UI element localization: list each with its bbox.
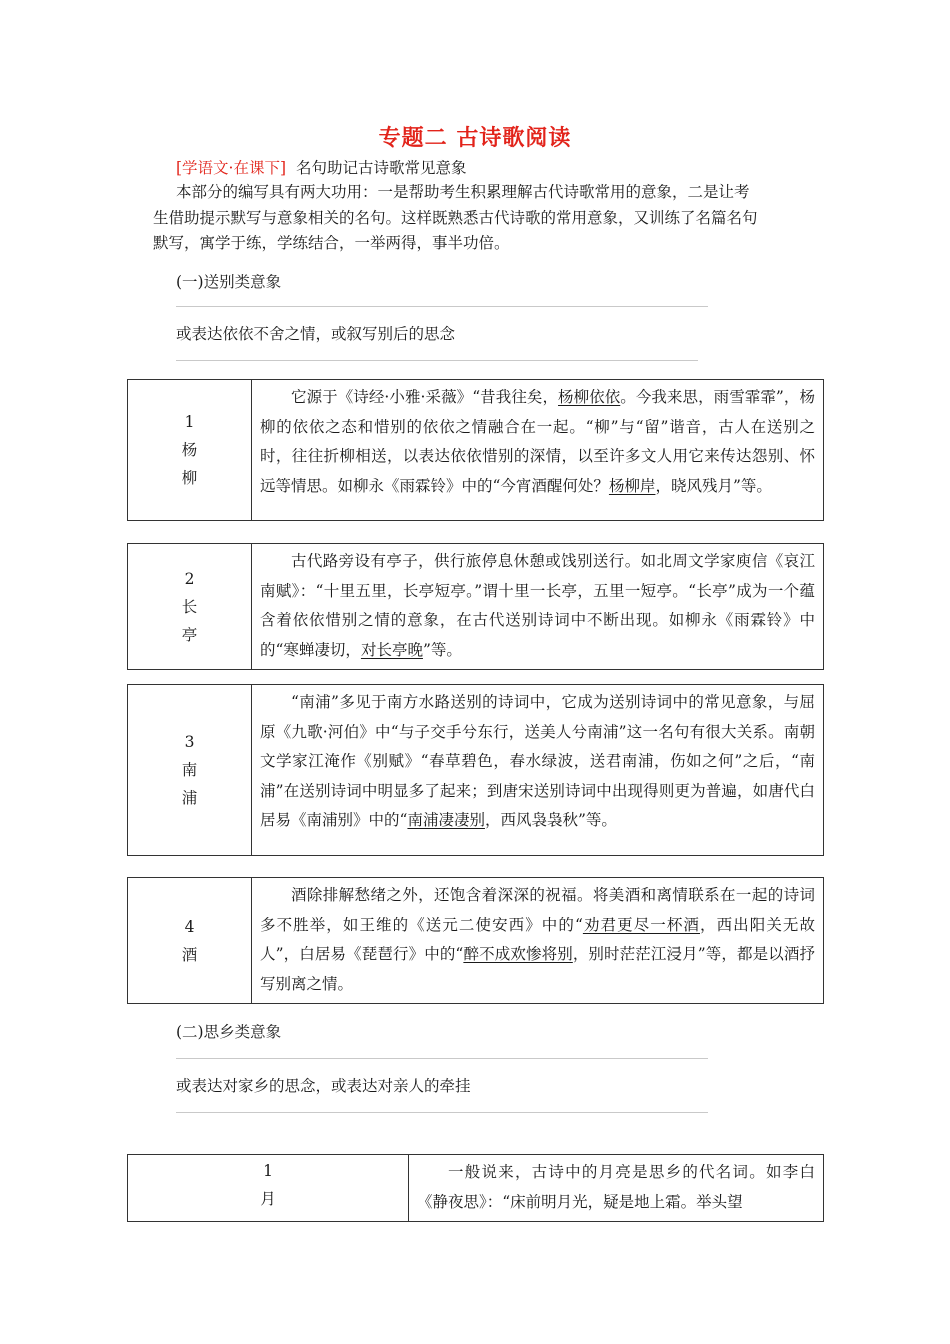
answer-blank-line	[176, 306, 708, 307]
fill-blank-answer: 杨柳岸	[608, 476, 656, 495]
imagery-description	[252, 685, 824, 856]
item-number: 3	[184, 733, 195, 751]
imagery-description	[252, 380, 824, 521]
answer-blank-line	[176, 1112, 708, 1113]
imagery-description	[252, 878, 824, 1004]
subtitle-tag: [学语文·在课下]	[176, 159, 287, 177]
desc-text: “南浦”多见于南方水路送别的诗词中，它成为送别诗词中的常见意象，与屈原《九歌·河伯》中“与子交手兮东行，送美人兮南浦”这一名句有很大关系。南朝文学家江淹作《别赋》“春草碧色，春水绿波，送君南浦，伤如之何”之后，“南浦”在送别诗词中明显多了起来；到唐宋送别诗词中出现得则更为普遍，如唐代白居易《南浦别》中的“	[260, 693, 815, 829]
section-subtitle	[176, 156, 467, 178]
desc-text: 古代路旁设有亭子，供行旅停息休憩或饯别送行。如北周文学家庾信《哀江南赋》：“十里五里，长亭短亭。”谓十里一长亭，五里一短亭。“长亭”成为一个蕴含着依依惜别之情的意象，在古代送别诗词中不断出现。如柳永《雨霖铃》中的“寒蝉凄切，	[260, 552, 815, 659]
answer-blank-line	[176, 1058, 708, 1059]
imagery-table-nanpu	[127, 684, 824, 856]
desc-text: 一般说来，古诗中的月亮是思乡的代名词。如李白《静夜思》：“床前明月光，疑是地上霜。举头望	[417, 1163, 815, 1211]
section1-summary: 或表达依依不舍之情，或叙写别后的思念	[176, 325, 456, 343]
intro-line: 生借助提示默写与意象相关的名句。这样既熟悉古代诗歌的常用意象，又训练了名篇名句	[153, 208, 758, 227]
imagery-table-wine	[127, 877, 824, 1004]
item-name-char: 月	[260, 1190, 276, 1208]
item-number: 4	[184, 917, 195, 936]
desc-text: ”等。	[422, 640, 462, 659]
fill-blank-answer: 对长亭晚	[360, 640, 423, 659]
imagery-description	[252, 544, 824, 670]
item-name-char: 杨	[181, 441, 198, 459]
item-name-char: 长	[181, 597, 198, 616]
imagery-label	[128, 1155, 409, 1222]
section2-summary: 或表达对家乡的思念，或表达对亲人的牵挂	[176, 1077, 471, 1095]
item-number: 2	[184, 569, 195, 588]
imagery-description	[409, 1155, 824, 1222]
item-number: 1	[263, 1162, 273, 1180]
desc-text: 。今我来思，雨雪霏霏”，杨柳的依依之态和惜别的依依之情融合在一起。“柳”与“留”谐音，古人在送别之时，往往折柳相送，以表达依依惜别的深情，以至许多文人用它来传达怨别、怀远等情思。如柳永《雨霖铃》中的“今宵酒醒何处？	[260, 388, 815, 495]
imagery-label	[128, 544, 252, 670]
fill-blank-answer: 杨柳依依	[558, 388, 621, 406]
imagery-label	[128, 685, 252, 856]
imagery-label	[128, 878, 252, 1004]
intro-line: 默写，寓学于练，学练结合，一举两得，事半功倍。	[153, 234, 510, 252]
item-name-char: 浦	[181, 789, 198, 807]
desc-text: ，别时茫茫江浸月”等，都是以酒抒写别离之情。	[260, 945, 815, 993]
subtitle-text: 名句助记古诗歌常见意象	[296, 159, 467, 177]
item-name-char: 酒	[181, 945, 198, 964]
item-name-char: 亭	[181, 625, 198, 644]
imagery-table-willow	[127, 379, 824, 521]
imagery-table-moon	[127, 1154, 824, 1222]
answer-blank-line	[176, 360, 698, 361]
desc-text: 它源于《诗经·小雅·采薇》“昔我往矣，	[291, 388, 559, 406]
section2-heading: (二)思乡类意象	[176, 1023, 282, 1041]
desc-text: ，西出阳关无故人”，白居易《琵琶行》中的“	[260, 915, 815, 963]
imagery-label	[128, 380, 252, 521]
section1-heading: (一)送别类意象	[176, 273, 282, 291]
intro-line: 本部分的编写具有两大功用：一是帮助考生积累理解古代诗歌常用的意象，二是让考	[176, 183, 750, 201]
page-title: 专题二 古诗歌阅读	[378, 126, 572, 151]
item-number: 1	[184, 413, 195, 431]
fill-blank-answer: 劝君更尽一杯酒	[582, 915, 701, 934]
desc-text: ，晓风残月”等。	[655, 476, 772, 495]
fill-blank-answer: 南浦凄凄别	[407, 811, 485, 829]
desc-text: 酒除排解愁绪之外，还饱含着深深的祝福。将美酒和离情联系在一起的诗词多不胜举，如王维的《送元二使安西》中的“	[260, 886, 815, 934]
item-name-char: 柳	[181, 469, 198, 487]
imagery-table-pavilion	[127, 543, 824, 670]
desc-text: ，西风袅袅秋”等。	[484, 811, 617, 829]
fill-blank-answer: 醉不成欢惨将别	[463, 945, 573, 963]
item-name-char: 南	[181, 761, 198, 779]
intro-paragraph	[153, 180, 816, 257]
